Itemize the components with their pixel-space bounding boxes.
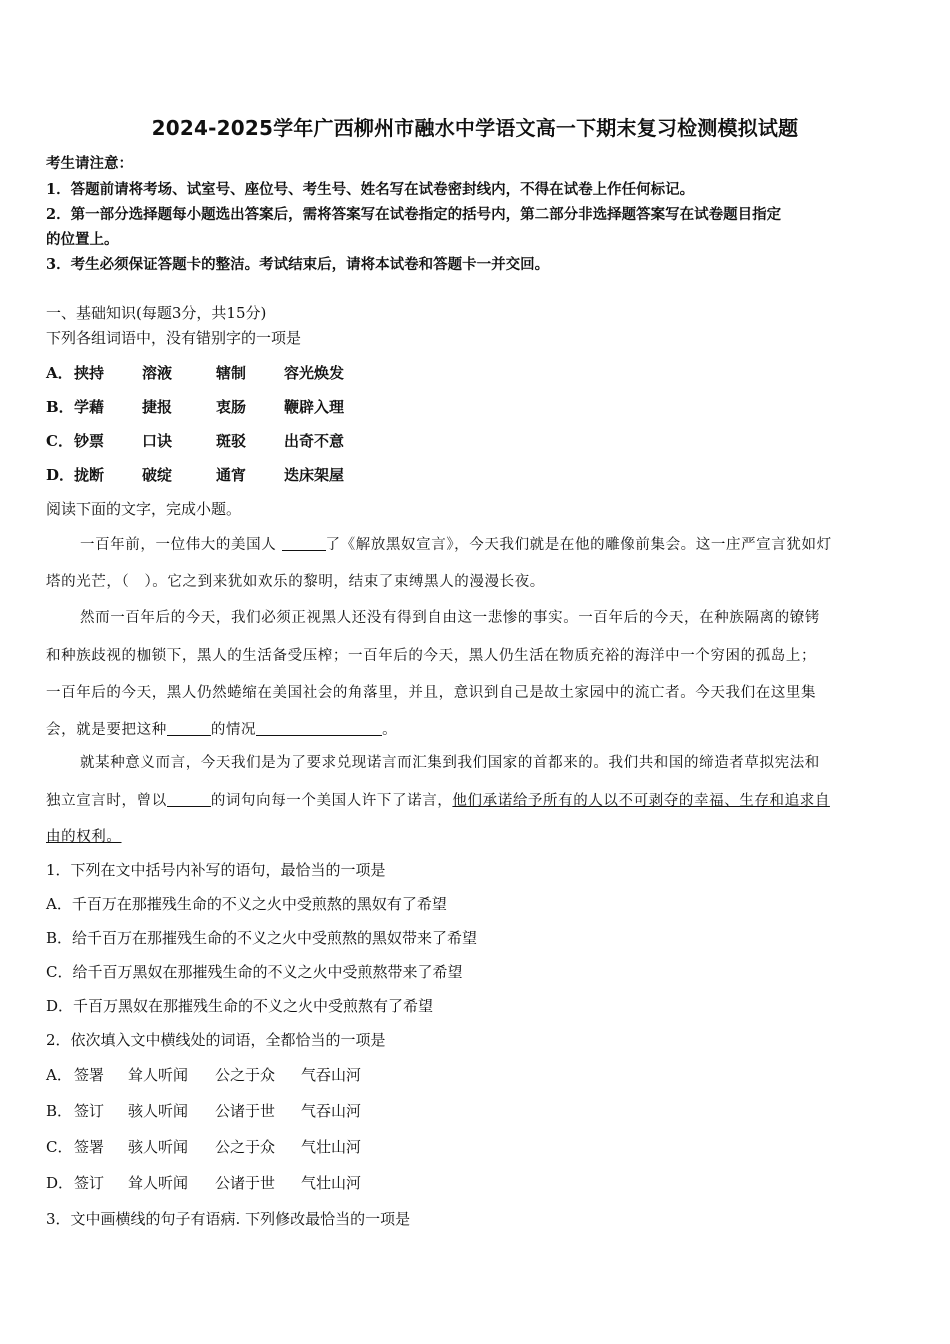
q1-option-b: B．给千百万在那摧残生命的不义之火中受煎熬的黑奴带来了希望 xyxy=(46,929,478,947)
notice-item-1: 1．答题前请将考场、试室号、座位号、考生号、姓名写在试卷密封线内，不得在试卷上作任何标记。 xyxy=(46,181,695,198)
option-word: 公之于众 xyxy=(215,1138,276,1156)
option-word: 迭床架屋 xyxy=(284,466,345,484)
option-label: A． xyxy=(46,1066,72,1084)
passage-text: 会，就是要把这种 xyxy=(46,722,167,738)
section-heading: 一、基础知识(每题3分，共15分) xyxy=(46,304,267,322)
page-title: 2024-2025学年广西柳州市融水中学语文高一下期末复习检测模拟试题 xyxy=(151,116,799,140)
option-word: 鞭辟入理 xyxy=(284,398,345,416)
option-word: 斑驳 xyxy=(216,432,247,450)
option-word: 钞票 xyxy=(74,432,105,450)
option-label: B． xyxy=(46,398,74,416)
option-label: C． xyxy=(46,1138,73,1156)
passage-p2-line1: 然而一百年后的今天，我们必须正视黑人还没有得到自由这一悲惨的事实。一百年后的今天，在种族隔离的镣铐 xyxy=(80,610,820,626)
option-label: D． xyxy=(46,466,75,484)
passage-p3-line2 xyxy=(46,789,830,810)
option-word: 耸人听闻 xyxy=(128,1174,189,1192)
option-word: 破绽 xyxy=(142,466,173,484)
passage-p2-line3: 一百年后的今天，黑人仍然蜷缩在美国社会的角落里，并且，意识到自己是故土家园中的流亡者。今天我们在这里集 xyxy=(46,685,817,701)
option-d xyxy=(46,464,344,485)
option-word: 签署 xyxy=(74,1138,105,1156)
notice-item-2-cont: 的位置上。 xyxy=(46,231,119,248)
option-word: 捷报 xyxy=(142,398,173,416)
fill-blank xyxy=(256,721,382,736)
option-label: D． xyxy=(46,1174,74,1192)
option-word: 气壮山河 xyxy=(301,1138,362,1156)
option-word: 耸人听闻 xyxy=(128,1066,189,1084)
passage-p3-line1: 就某种意义而言，今天我们是为了要求兑现诺言而汇集到我们国家的首都来的。我们共和国的缔造者草拟宪法和 xyxy=(80,755,820,771)
question-3: 3．文中画横线的句子有语病. 下列修改最恰当的一项是 xyxy=(46,1210,411,1228)
reading-intro: 阅读下面的文字，完成小题。 xyxy=(46,500,242,518)
option-word: 通宵 xyxy=(216,466,247,484)
fill-blank xyxy=(282,536,326,551)
question-1: 1．下列在文中括号内补写的语句，最恰当的一项是 xyxy=(46,861,386,879)
underlined-sentence-cont: 由的权利。 xyxy=(46,829,122,845)
option-label: C． xyxy=(46,432,73,450)
option-word: 学藉 xyxy=(74,398,105,416)
question-2: 2．依次填入文中横线处的词语，全都恰当的一项是 xyxy=(46,1031,386,1049)
option-word: 气吞山河 xyxy=(301,1066,362,1084)
q1-option-a: A．千百万在那摧残生命的不义之火中受煎熬的黑奴有了希望 xyxy=(46,895,447,913)
option-word: 拢断 xyxy=(74,466,105,484)
passage-text: 的情况 xyxy=(210,722,257,738)
option-word: 气壮山河 xyxy=(301,1174,362,1192)
q1-option-c: C．给千百万黑奴在那摧残生命的不义之火中受煎熬带来了希望 xyxy=(46,963,463,981)
passage-text: 的词句向每一个美国人许下了诺言， xyxy=(210,793,453,809)
option-word: 口诀 xyxy=(142,432,173,450)
passage-p1-line1 xyxy=(80,533,832,554)
option-word: 公诸于世 xyxy=(215,1102,276,1120)
option-label: A． xyxy=(46,364,73,382)
notice-item-3: 3．考生必须保证答题卡的整洁。考试结束后，请将本试卷和答题卡一并交回。 xyxy=(46,256,550,273)
option-word: 骇人听闻 xyxy=(128,1138,189,1156)
option-word: 签署 xyxy=(74,1066,105,1084)
option-word: 签订 xyxy=(74,1102,105,1120)
q1-option-d: D．千百万黑奴在那摧残生命的不义之火中受煎熬有了希望 xyxy=(46,997,434,1015)
q2-option-b xyxy=(46,1100,361,1121)
fill-blank xyxy=(167,721,211,736)
section-question: 下列各组词语中，没有错别字的一项是 xyxy=(46,329,302,347)
q2-option-c xyxy=(46,1136,361,1157)
option-b xyxy=(46,396,344,417)
passage-text: 独立宣言时，曾以 xyxy=(46,793,167,809)
underlined-sentence: 他们承诺给予所有的人以不可剥夺的幸福、生存和追求自 xyxy=(452,793,830,809)
option-word: 衷肠 xyxy=(216,398,247,416)
option-word: 公之于众 xyxy=(215,1066,276,1084)
option-word: 容光焕发 xyxy=(284,364,345,382)
passage-p2-line2: 和种族歧视的枷锁下，黑人的生活备受压榨；一百年后的今天，黑人仍生活在物质充裕的海洋中一个穷困的孤岛上； xyxy=(46,648,817,664)
notice-heading: 考生请注意： xyxy=(46,155,133,172)
option-label: B． xyxy=(46,1102,73,1120)
notice-item-2: 2．第一部分选择题每小题选出答案后，需将答案写在试卷指定的括号内，第二部分非选择题答案写在试卷题目指定 xyxy=(46,206,782,223)
option-word: 签订 xyxy=(74,1174,105,1192)
option-a xyxy=(46,362,344,383)
passage-text: 。 xyxy=(382,722,398,738)
passage-text: 一百年前，一位伟大的美国人 xyxy=(80,537,277,553)
passage-p1-line2: 塔的光芒，（ ）。它之到来犹如欢乐的黎明，结束了束缚黑人的漫漫长夜。 xyxy=(46,574,545,590)
option-word: 辖制 xyxy=(216,364,247,382)
option-word: 气吞山河 xyxy=(301,1102,362,1120)
option-word: 溶液 xyxy=(142,364,173,382)
passage-text: 了《解放黑奴宣言》，今天我们就是在他的雕像前集会。这一庄严宣言犹如灯 xyxy=(325,537,832,553)
q2-option-a xyxy=(46,1064,361,1085)
option-word: 出奇不意 xyxy=(284,432,345,450)
fill-blank xyxy=(167,792,211,807)
option-word: 骇人听闻 xyxy=(128,1102,189,1120)
q2-option-d xyxy=(46,1172,361,1193)
option-word: 公诸于世 xyxy=(215,1174,276,1192)
option-c xyxy=(46,430,344,451)
option-word: 挟持 xyxy=(74,364,105,382)
passage-p2-line4 xyxy=(46,718,397,739)
